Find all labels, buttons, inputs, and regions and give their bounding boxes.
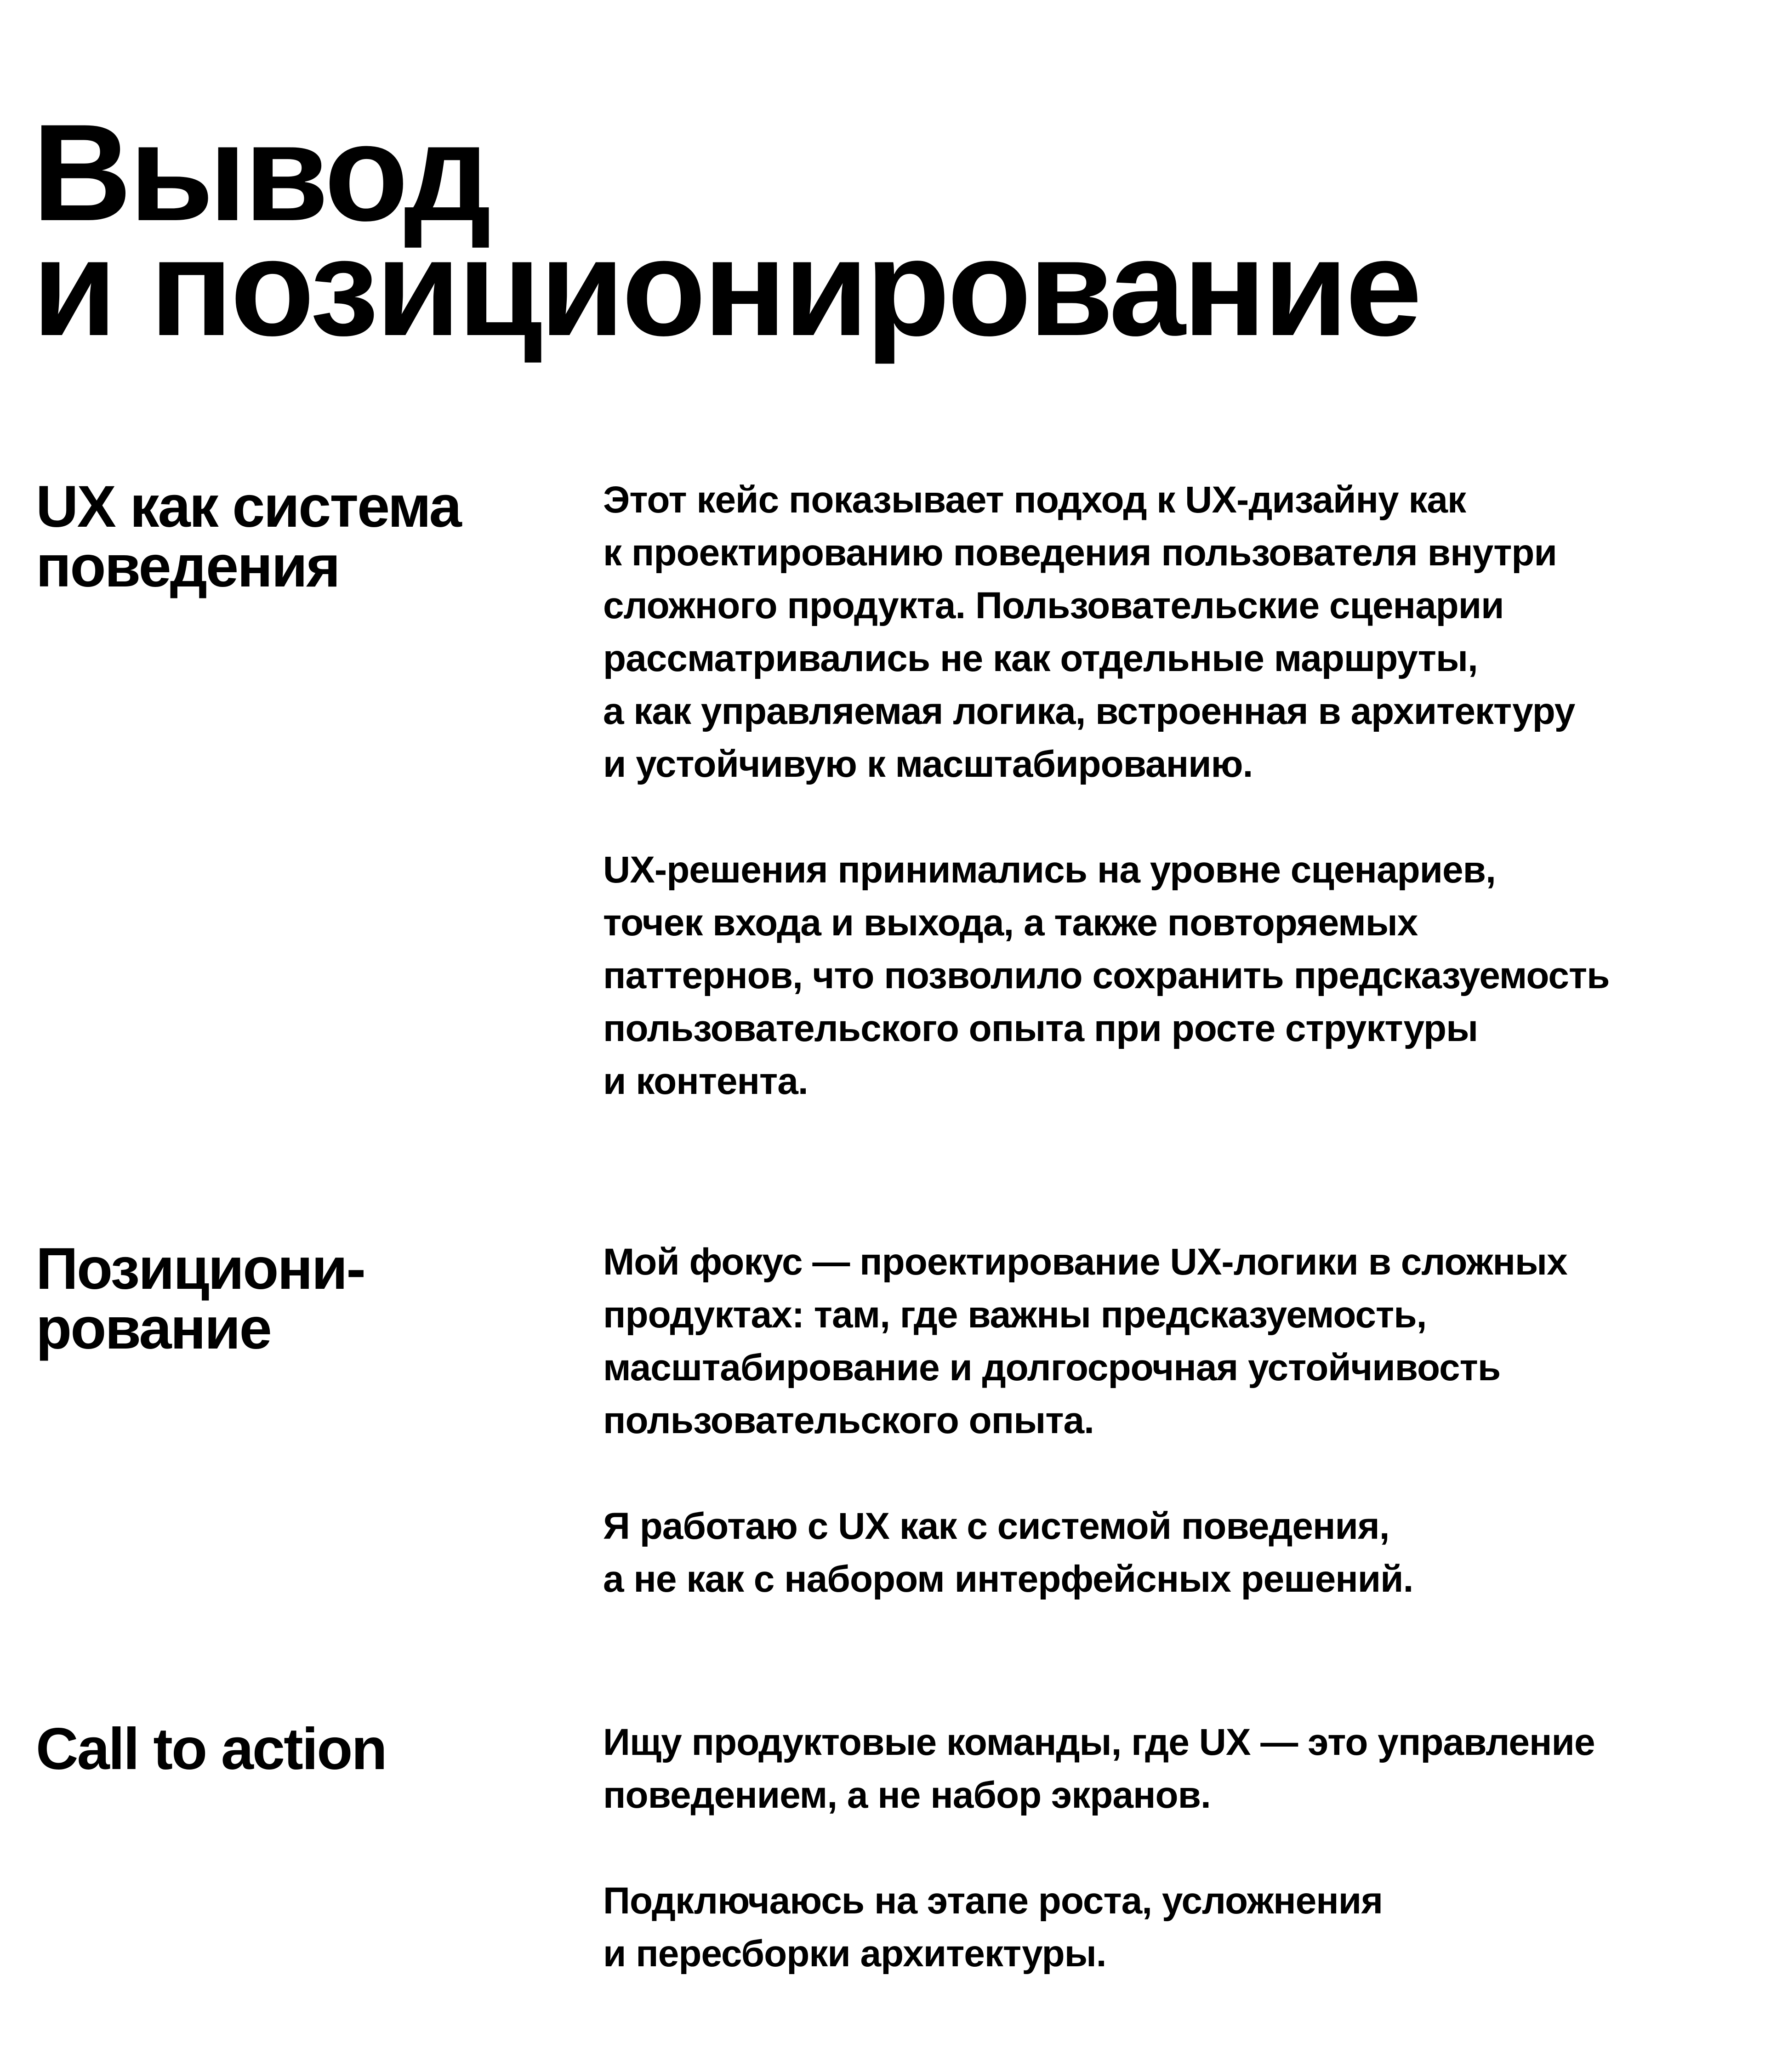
- paragraph: Ищу продуктовые команды, где UX — это управление поведением, а не набор экранов.: [603, 1721, 1595, 1816]
- paragraph: UX-решения принимались на уровне сценариев, точек входа и выхода, а также повторяемых паттернов, что позволило сохранить предсказуемость пользовательского опыта при росте структуры и контента.: [603, 849, 1610, 1102]
- paragraph: Этот кейс показывает подход к UX-дизайну как к проектированию поведения пользователя внутри сложного продукта. Пользовательские сценарии рассматривались не как отдельные маршруты, а как управляемая логика, встроенная в архитектуру и устойчивую к масштабированию.: [603, 479, 1575, 785]
- section-heading: Call to action: [36, 1716, 386, 1782]
- paragraph: Мой фокус — проектирование UX-логики в сложных продуктах: там, где важны предсказуемость, масштабирование и долгосрочная устойчивость пользовательского опыта.: [603, 1241, 1567, 1441]
- paragraph: Подключаюсь на этапе роста, усложнения и пересборки архитектуры.: [603, 1880, 1383, 1975]
- section-body: [603, 1235, 1567, 1658]
- section-body: [603, 473, 1610, 1161]
- section-heading: Позициони- рование: [36, 1236, 364, 1361]
- section-body: [603, 1716, 1595, 2033]
- section-heading: UX как система поведения: [36, 474, 461, 599]
- paragraph: Я работаю с UX как с системой поведения, а не как с набором интерфейсных решений.: [603, 1505, 1413, 1600]
- page-title: Вывод и позиционирование: [32, 95, 1419, 364]
